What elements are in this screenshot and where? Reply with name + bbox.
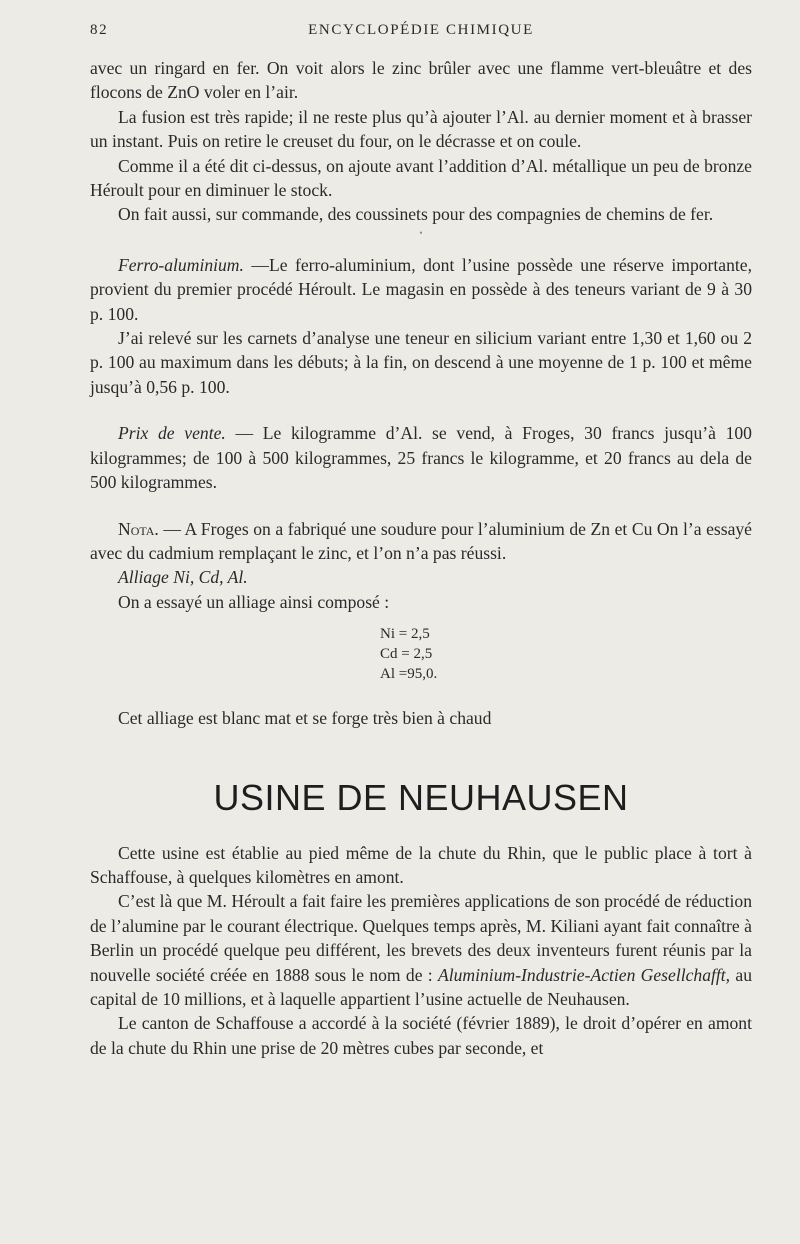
paragraph-blanc-mat: Cet alliage est blanc mat et se forge très bien à chaud — [118, 708, 492, 729]
ferro-heading: Ferro-aluminium. — [118, 254, 244, 275]
paragraph-nota — [90, 517, 752, 566]
formula-al: Al =95,0. — [380, 666, 438, 683]
heroult-text-b: au capital de 10 millions, et à laquelle appartient l’usine actuelle de Neuhausen. — [90, 964, 752, 1009]
separator-dot: • — [419, 227, 423, 238]
alliage-label — [90, 565, 752, 589]
paragraph-usine: Cette usine est établie au pied même de la chute du Rhin, que le public place à tort à Schaffouse, à quelques kilomètres en amont. — [90, 842, 752, 887]
prix-heading: Prix de vente. — [118, 423, 226, 444]
company-name: Aluminium-Industrie-Actien Gesellchafft, — [437, 964, 731, 985]
paragraph-coussinets: On fait aussi, sur commande, des coussinets pour des compagnies de chemins de fer. — [118, 204, 714, 225]
paragraph-silicium: J’ai relevé sur les carnets d’analyse une teneur en silicium variant entre 1,30 et 1,60 ou 2 p. 100 au maximum dans les débuts; à la fin, on descend à une moyenne de 1 p. 100 et même jusqu’à 0,56 p. 100. — [90, 328, 752, 397]
page-body — [90, 56, 752, 1060]
formula-cd: Cd = 2,5 — [380, 646, 433, 663]
nota-text: — A Froges on a fabriqué une soudure pour l’aluminium de Zn et Cu On l’a essayé avec du cadmium remplaçant le zinc, et l’on n’a pas réussi. — [90, 518, 752, 563]
prix-text: — Le kilogramme d’Al. se vend, à Froges, 30 francs jusqu’à 100 kilogrammes; de 100 à 500 kilogrammes, 25 francs le kilogramme, et 20 francs au dela de 500 kilogrammes. — [90, 423, 752, 493]
paragraph-ferro-aluminium — [90, 253, 752, 326]
page-header — [90, 22, 752, 44]
alloy-composition — [380, 624, 470, 684]
paragraph-fusion: La fusion est très rapide; il ne reste plus qu’à ajouter l’Al. au dernier moment et à brasser un instant. Puis on retire le creuset du four, on le décrasse et on coule. — [90, 106, 752, 152]
alliage-label-text: Alliage Ni, Cd, Al. — [118, 567, 248, 588]
paragraph-continuation: avec un ringard en fer. On voit alors le zinc brûler avec une flamme vert-bleuâtre et des flocons de ZnO voler en l’air. — [90, 58, 752, 103]
section-title: USINE DE NEUHAUSEN — [213, 776, 629, 818]
heroult-text-a: C’est là que M. Héroult a fait faire les premières applications de son procédé de réduction de l’alumine par le courant électrique. Quelques temps après, M. Kiliani ayant fait connaître à Berlin un procédé quelque peu différent, les brevets des deux inventeurs furent réunis par la nouvelle société créée en 1888 sous le nom de : — [90, 891, 752, 985]
paragraph-bronze: Comme il a été dit ci-dessus, on ajoute avant l’addition d’Al. métallique un peu de bronze Héroult pour en diminuer le stock. — [90, 155, 752, 201]
formula-ni: Ni = 2,5 — [380, 626, 430, 643]
running-title: ENCYCLOPÉDIE CHIMIQUE — [308, 22, 534, 38]
paragraph-heroult — [90, 889, 752, 1011]
ferro-text: —Le ferro-aluminium, dont l’usine possède une réserve importante, provient du premier procédé Héroult. Le magasin en possède à des teneurs variant de 9 à 30 p. 100. — [90, 254, 752, 324]
paragraph-essai: On a essayé un alliage ainsi composé : — [118, 591, 390, 612]
paragraph-schaffouse: Le canton de Schaffouse a accordé à la société (février 1889), le droit d’opérer en amont de la chute du Rhin une prise de 20 mètres cubes par seconde, et — [90, 1013, 752, 1058]
nota-heading: Nota. — [118, 518, 159, 539]
page-number: 82 — [90, 22, 109, 38]
paragraph-prix — [90, 421, 752, 494]
